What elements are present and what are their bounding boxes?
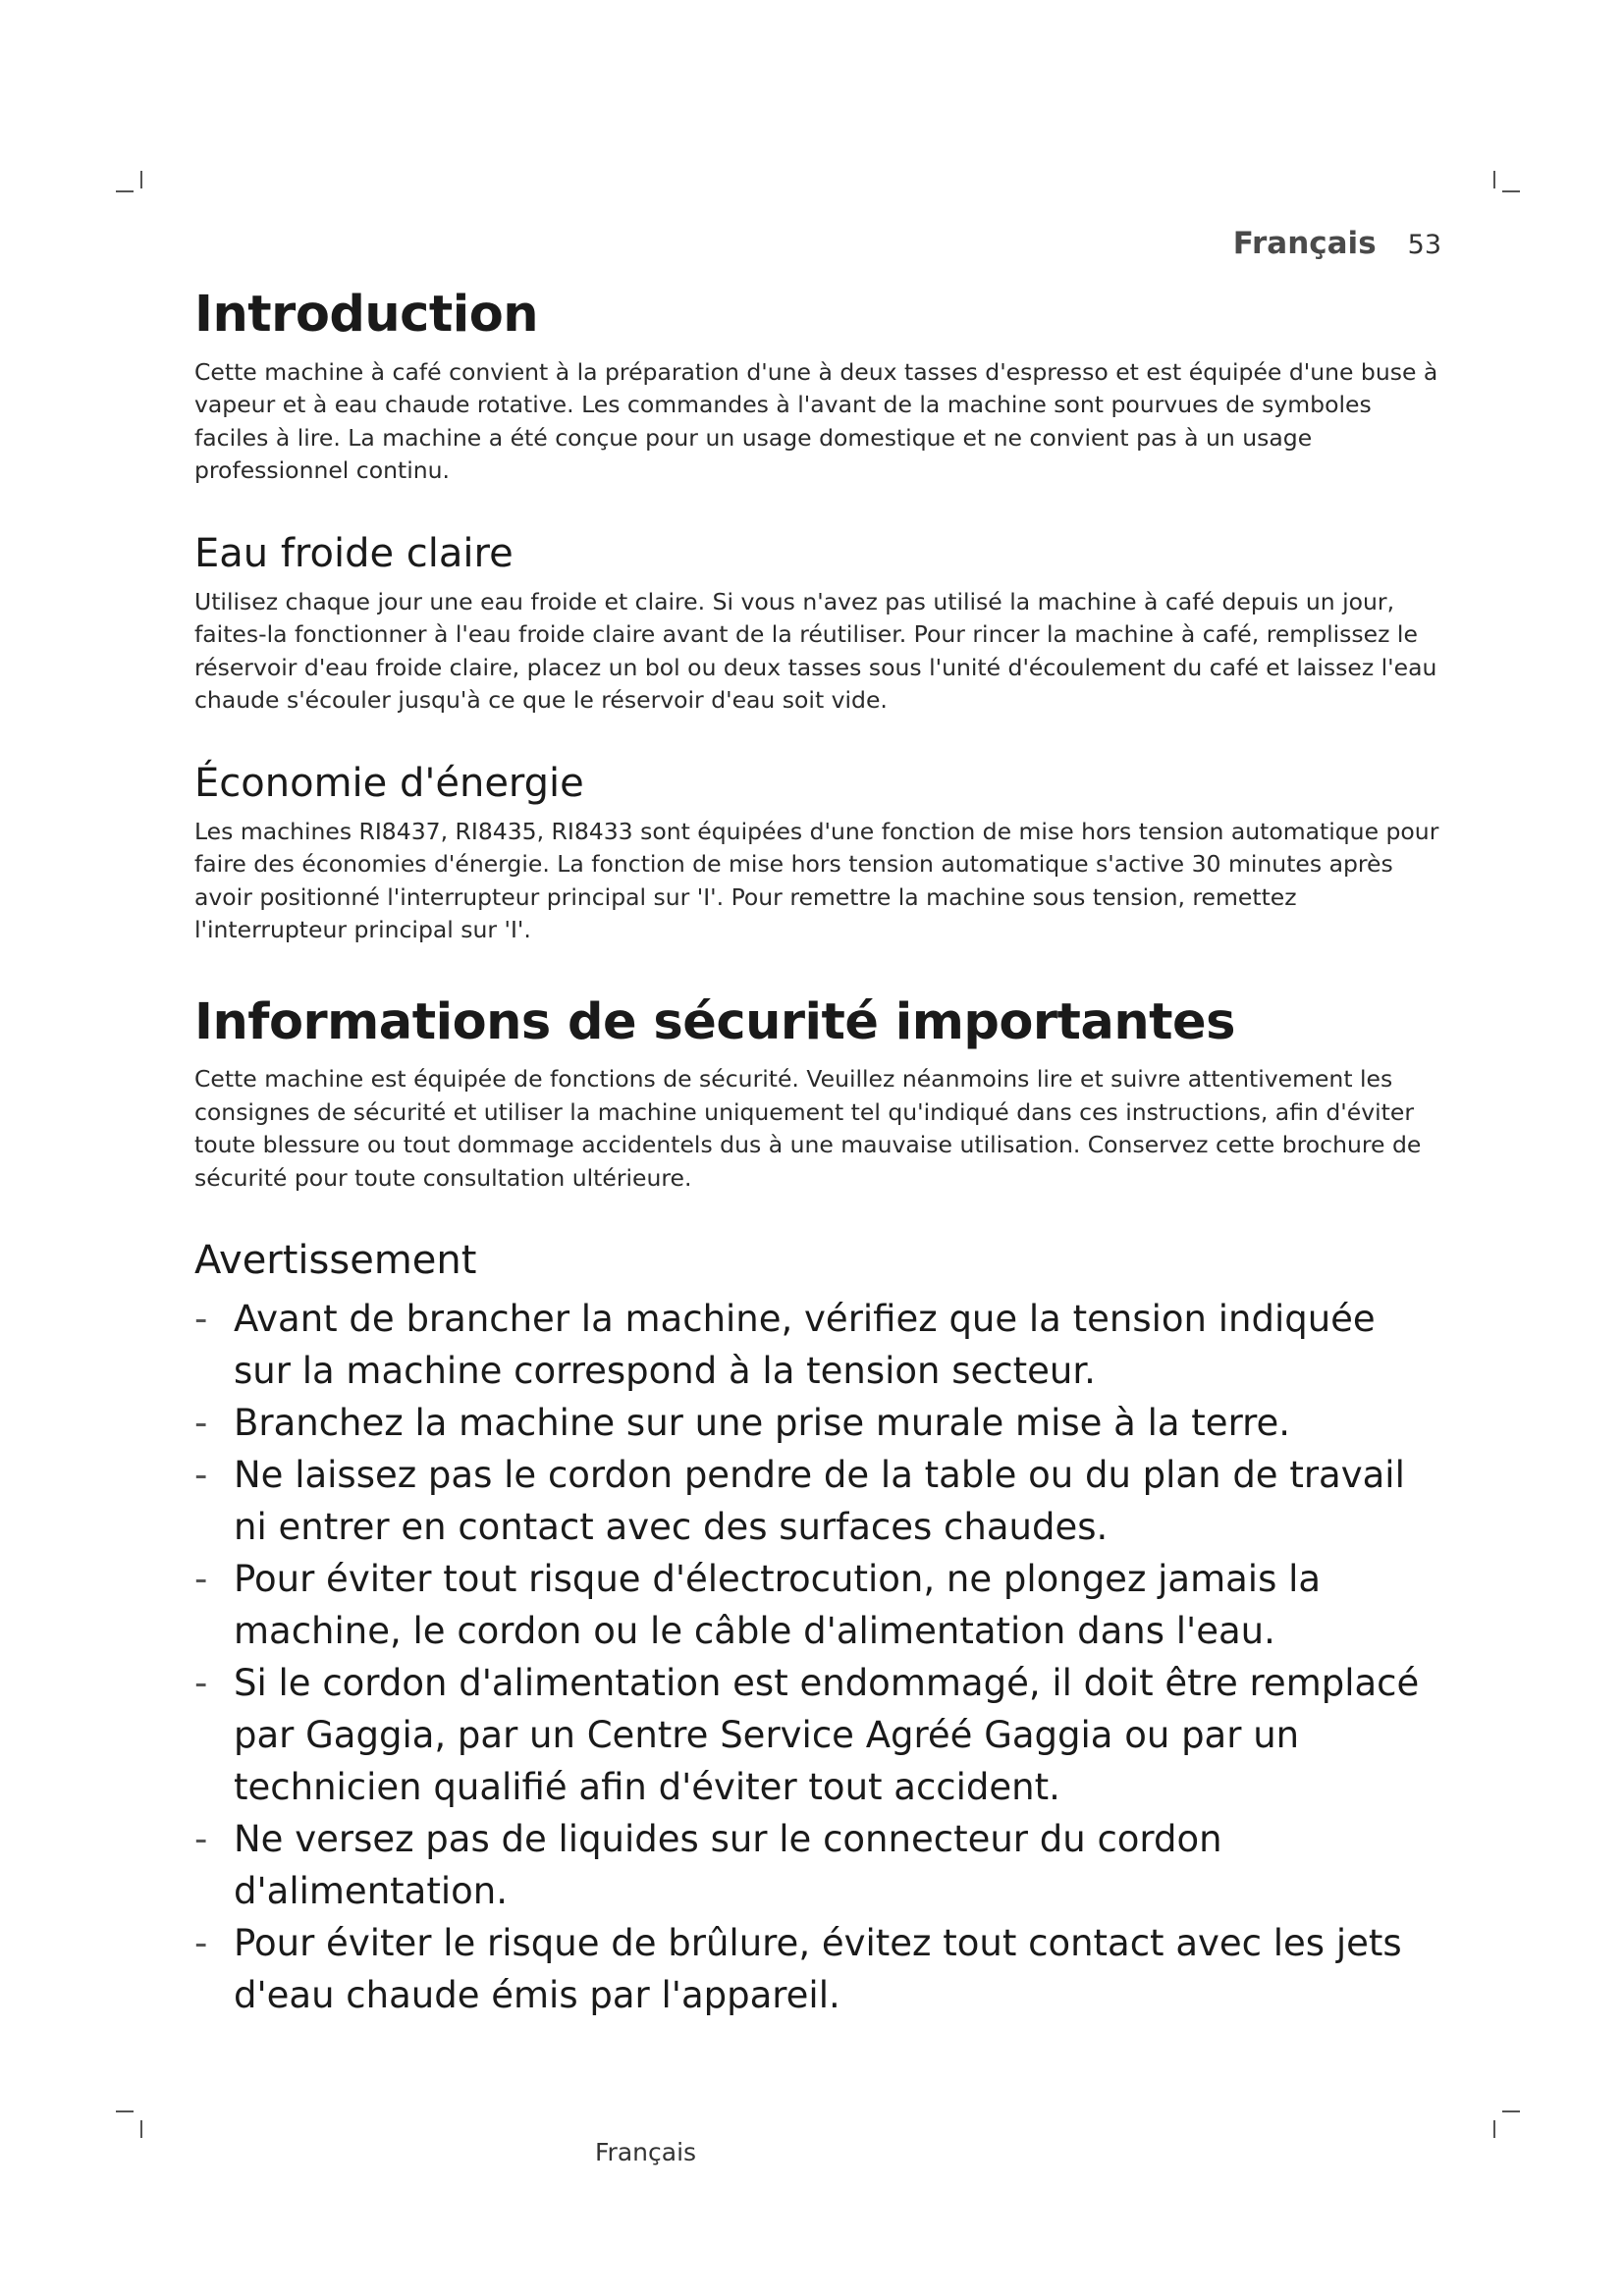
crop-mark	[1493, 171, 1495, 188]
crop-mark	[1502, 190, 1520, 192]
section-cold-water	[194, 531, 1443, 718]
header-language: Français	[1232, 226, 1377, 261]
section-safety-information	[194, 994, 1443, 1196]
dash-bullet: -	[194, 1922, 208, 1965]
section-energy-saving	[194, 761, 1443, 947]
crop-mark	[116, 2110, 134, 2112]
warning-item	[194, 1657, 1443, 1813]
warning-text: Si le cordon d'alimentation est endommagé, il doit être remplacé par Gaggia, par un Centre Service Agréé Gaggia ou par un technicien qualifié afin d'éviter tout accident.	[234, 1662, 1420, 1809]
dash-bullet: -	[194, 1298, 208, 1341]
section-paragraph: Les machines RI8437, RI8435, RI8433 sont équipées d'une fonction de mise hors tension automatique pour faire des économies d'énergie. La fonction de mise hors tension automatique s'active 30 minutes après avoir positionné l'interrupteur principal sur 'I'. Pour remettre la machine sous tension, remettez l'interrupteur principal sur 'I'.	[194, 817, 1439, 944]
section-introduction	[194, 287, 1443, 488]
section-subtitle: Eau froide claire	[194, 530, 514, 576]
warning-text: Pour éviter tout risque d'électrocution, ne plongez jamais la machine, le cordon ou le câble d'alimentation dans l'eau.	[234, 1558, 1322, 1653]
section-paragraph: Utilisez chaque jour une eau froide et claire. Si vous n'avez pas utilisé la machine à café depuis un jour, faites-la fonctionner à l'eau froide claire avant de la réutiliser. Pour rincer la machine à café, remplissez le réservoir d'eau froide claire, placez un bol ou deux tasses sous l'unité d'écoulement du café et laissez l'eau chaude s'écouler jusqu'à ce que le réservoir d'eau soit vide.	[194, 587, 1437, 715]
section-subtitle: Avertissement	[194, 1238, 477, 1284]
crop-mark	[1493, 2120, 1495, 2138]
section-paragraph: Cette machine à café convient à la préparation d'une à deux tasses d'espresso et est équipée d'une buse à vapeur et à eau chaude rotative. Les commandes à l'avant de la machine sont pourvues de symboles faciles à lire. La machine a été conçue pour un usage domestique et ne convient pas à un usage professionnel continu.	[194, 357, 1438, 485]
footer-language: Français	[595, 2138, 697, 2166]
warning-item	[194, 1397, 1443, 1449]
dash-bullet: -	[194, 1558, 208, 1601]
warning-text: Pour éviter le risque de brûlure, évitez tout contact avec les jets d'eau chaude émis par l'appareil.	[234, 1922, 1402, 2017]
section-subtitle: Économie d'énergie	[194, 760, 584, 806]
dash-bullet: -	[194, 1662, 208, 1705]
crop-mark	[140, 171, 142, 188]
dash-bullet: -	[194, 1402, 208, 1445]
warning-item	[194, 1449, 1443, 1553]
running-header	[1233, 226, 1441, 261]
section-title: Informations de sécurité importantes	[194, 992, 1235, 1051]
section-paragraph: Cette machine est équipée de fonctions de sécurité. Veuillez néanmoins lire et suivre attentivement les consignes de sécurité et utiliser la machine uniquement tel qu'indiqué dans ces instructions, afin d'éviter toute blessure ou tout dommage accidentels dus à une mauvaise utilisation. Conservez cette brochure de sécurité pour toute consultation ultérieure.	[194, 1065, 1422, 1192]
warning-text: Ne laissez pas le cordon pendre de la table ou du plan de travail ni entrer en contact avec des surfaces chaudes.	[234, 1454, 1405, 1549]
warning-text: Branchez la machine sur une prise murale mise à la terre.	[234, 1402, 1291, 1445]
warning-list	[194, 1293, 1443, 2021]
warning-item	[194, 1813, 1443, 1917]
page-content	[194, 287, 1443, 2021]
warning-item	[194, 1553, 1443, 1657]
crop-mark	[1502, 2110, 1520, 2112]
page-number: 53	[1407, 230, 1441, 260]
warning-item	[194, 1293, 1443, 1397]
warning-text: Ne versez pas de liquides sur le connecteur du cordon d'alimentation.	[234, 1818, 1222, 1913]
crop-mark	[116, 190, 134, 192]
dash-bullet: -	[194, 1454, 208, 1497]
warning-item	[194, 1917, 1443, 2021]
dash-bullet: -	[194, 1818, 208, 1861]
warning-text: Avant de brancher la machine, vérifiez que la tension indiquée sur la machine correspond à la tension secteur.	[234, 1298, 1376, 1393]
section-warning	[194, 1238, 1443, 2021]
crop-mark	[140, 2120, 142, 2138]
section-title: Introduction	[194, 286, 539, 344]
